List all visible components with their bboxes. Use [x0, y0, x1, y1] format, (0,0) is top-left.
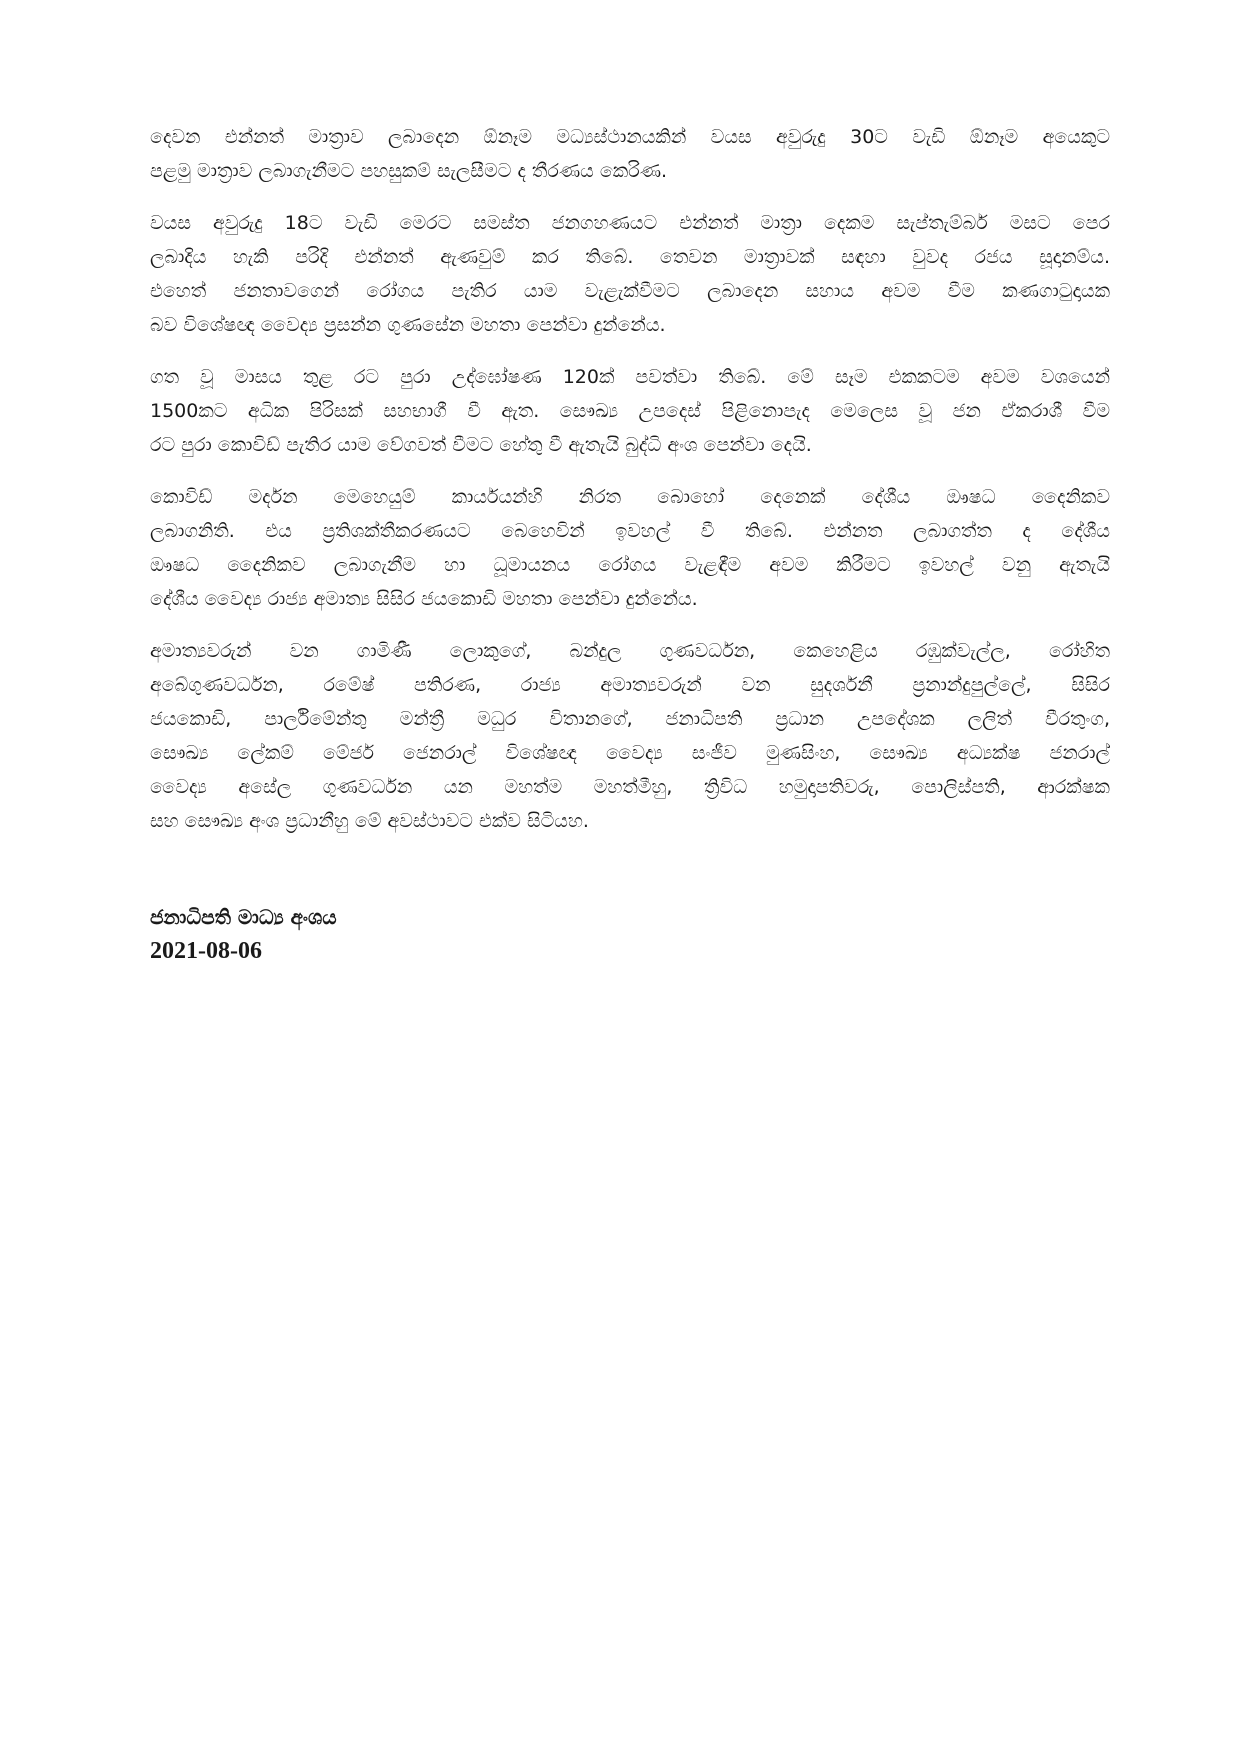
paragraph-line: ගත වූ මාසය තුළ රට පුරා උද්ඝෝෂණ 120ක් පවත්වා තිබේ. මේ සෑම එකකටම අවම වශයෙන්: [150, 366, 1110, 388]
paragraph: [150, 120, 1110, 188]
paragraph: [150, 360, 1110, 462]
paragraph-line: සෞඛ්‍ය ලේකම් මේජර් ජෙනරාල් විශේෂඥ වෛද්‍ය සංජීව මුණසිංහ, සෞඛ්‍ය අධ්‍යක්ෂ ජනරාල්: [150, 742, 1110, 764]
paragraph-line: ලබාගනිති. එය ප්‍රතිශක්තීකරණයට බෙහෙවින් ඉවහල් වී තිබේ. එන්නත ලබාගත්ත ද දේශීය: [150, 520, 1110, 542]
paragraph-line: පළමු මාත්‍රාව ලබාගැනීමට පහසුකම් සැලසීමට ද තීරණය කෙරිණ.: [150, 160, 668, 182]
paragraph-line: එහෙත් ජනතාවගෙන් රෝගය පැතිර යාම වැළැක්වීමට ලබාදෙන සහාය අවම වීම කණගාටුදායක: [150, 280, 1110, 302]
paragraph: [150, 206, 1110, 342]
paragraph-line: අබේගුණවර්ධන, රමේෂ් පතිරණ, රාජ්‍ය අමාත්‍යවරුන් වන සුදර්ශනී ප්‍රනාන්දුපුල්ලේ, සිසිර: [150, 674, 1110, 696]
document-body: [150, 120, 1110, 856]
release-date: 2021-08-06: [150, 938, 262, 964]
paragraph-line: 1500කට අධික පිරිසක් සහභාගී වී ඇත. සෞඛ්‍ය උපදෙස් පිළිනොපැද මෙලෙස වූ ජන ඒකරාශී වීම: [150, 400, 1110, 422]
paragraph-line: ජයකොඩි, පාර්ලිමේන්තු මන්ත්‍රී මධුර විතානගේ, ජනාධිපති ප්‍රධාන උපදේශක ලලිත් වීරතුංග,: [150, 708, 1110, 730]
paragraph-line: ලබාදිය හැකි පරිදි එන්නත් ඇණවුම් කර තිබේ. තෙවන මාත්‍රාවක් සඳහා වුවද රජය සූදානම්ය.: [150, 246, 1110, 268]
paragraph-line: දේශීය වෛද්‍ය රාජ්‍ය අමාත්‍ය සිසිර ජයකොඩි මහතා පෙන්වා දුන්නේය.: [150, 588, 698, 610]
paragraph-line: කොවිඩ් මර්දන මෙහෙයුම් කාර්යයන්හි නිරත බොහෝ දෙනෙක් දේශීය ඖෂධ දෛනිකව: [150, 486, 1110, 508]
paragraph-line: වෛද්‍ය අසේල ගුණවර්ධන යන මහත්ම මහත්මීහු, ත්‍රිවිධ හමුදාපතිවරු, පොලිස්පති, ආරක්ෂක: [150, 776, 1110, 798]
paragraph: [150, 634, 1110, 838]
paragraph: [150, 480, 1110, 616]
paragraph-line: බව විශේෂඥ වෛද්‍ය ප්‍රසන්න ගුණසේන මහතා පෙන්වා දුන්නේය.: [150, 314, 666, 336]
paragraph-line: රට පුරා කොවිඩ් පැතිර යාම වේගවත් වීමට හේතු වී ඇතැයි බුද්ධි අංශ පෙන්වා දෙයි.: [150, 434, 812, 456]
paragraph-line: දෙවන එන්නත් මාත්‍රාව ලබාදෙන ඕනෑම මධ්‍යස්ථානයකින් වයස අවුරුදු 30ට වැඩි ඕනෑම අයෙකුට: [150, 126, 1110, 148]
paragraph-line: සහ සෞඛ්‍ය අංශ ප්‍රධානීහු මේ අවස්ථාවට එක්ව සිටියහ.: [150, 810, 589, 832]
signature-block: [150, 900, 337, 968]
paragraph-line: ඖෂධ දෛනිකව ලබාගැනීම හා ධූමායනය රෝගය වැළඳීම අවම කිරීමට ඉවහල් වනු ඇතැයි: [150, 554, 1110, 576]
issuing-organization: ජනාධිපති මාධ්‍ය අංශය: [150, 905, 337, 929]
paragraph-line: වයස අවුරුදු 18ට වැඩි මෙරට සමස්ත ජනගහණයට එන්නත් මාත්‍රා දෙකම සැප්තැම්බර් මසට පෙර: [150, 212, 1110, 234]
paragraph-line: අමාත්‍යවරුන් වන ගාමිණී ලොකුගේ, බන්දුල ගුණවර්ධන, කෙහෙළිය රඹුක්වැල්ල, රෝහිත: [150, 640, 1110, 662]
